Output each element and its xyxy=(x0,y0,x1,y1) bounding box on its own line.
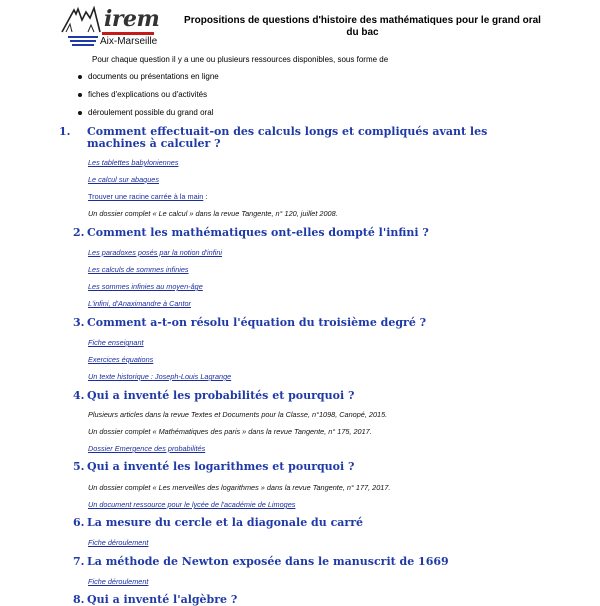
resource-types-list xyxy=(78,66,219,120)
list-item-label: fiches d'explications ou d'activités xyxy=(88,90,208,99)
irem-building-icon xyxy=(60,6,104,50)
question-heading xyxy=(73,556,523,568)
resource-item xyxy=(88,192,207,201)
resource-link[interactable]: Les sommes infinies au moyen-âge xyxy=(88,282,203,291)
question-text: Qui a inventé les probabilités et pourquoi ? xyxy=(87,389,355,402)
resource-link[interactable]: Un texte historique : Joseph-Louis Lagrange xyxy=(88,372,232,381)
irem-logo[interactable] xyxy=(60,6,160,50)
question-number: 5. xyxy=(73,460,85,473)
question-text: Comment effectuait-on des calculs longs et compliqués avant les machines à calculer ? xyxy=(87,125,488,150)
question-heading xyxy=(59,125,537,150)
question-text: La méthode de Newton exposée dans le manuscrit de 1669 xyxy=(87,555,449,568)
bullet-icon xyxy=(78,111,82,115)
question-heading xyxy=(73,517,523,529)
resource-text: Un dossier complet « Le calcul » dans la revue Tangente, n° 120, juillet 2008. xyxy=(88,209,338,218)
resource-link[interactable]: Exercices équations xyxy=(88,355,154,364)
list-item xyxy=(78,84,219,102)
page-title: Propositions de questions d'histoire des mathématiques pour le grand oral du bac xyxy=(184,15,541,38)
bullet-icon xyxy=(78,75,82,79)
question-heading xyxy=(73,594,523,606)
logo-wordmark: irem xyxy=(104,6,160,32)
question-number: 6. xyxy=(73,516,85,529)
bullet-icon xyxy=(78,93,82,97)
resource-link[interactable]: Le calcul sur abaques xyxy=(88,175,159,184)
question-heading xyxy=(73,390,523,402)
list-item-label: documents ou présentations en ligne xyxy=(88,72,219,81)
resource-link[interactable]: Un document ressource pour le lycée de l'académie de Limoges xyxy=(88,500,296,509)
logo-subtitle: Aix-Marseille xyxy=(100,36,158,47)
question-number: 7. xyxy=(73,555,85,568)
resource-text: Plusieurs articles dans la revue Textes et Documents pour la Classe, n°1098, Canopé, 2015. xyxy=(88,410,388,419)
question-heading xyxy=(73,227,523,239)
question-heading xyxy=(73,461,523,473)
resource-link[interactable]: Dossier Emergence des probabilités xyxy=(88,444,206,453)
question-number: 4. xyxy=(73,389,85,402)
question-number: 8. xyxy=(73,593,85,606)
question-number: 2. xyxy=(73,226,85,239)
question-text: Comment les mathématiques ont-elles dompté l'infini ? xyxy=(87,226,429,239)
question-number: 1. xyxy=(59,125,71,138)
resource-link[interactable]: Fiche déroulement xyxy=(88,577,149,586)
intro-text: Pour chaque question il y a une ou plusieurs ressources disponibles, sous forme de xyxy=(92,55,389,64)
resource-link[interactable]: L'infini, d'Anaximandre à Cantor xyxy=(88,299,191,308)
question-text: Qui a inventé l'algèbre ? xyxy=(87,593,238,606)
resource-link[interactable]: Les paradoxes posés par la notion d'infini xyxy=(88,248,223,257)
list-item-label: déroulement possible du grand oral xyxy=(88,108,214,117)
resource-suffix: : xyxy=(203,192,208,201)
question-heading xyxy=(73,317,523,329)
question-text: La mesure du cercle et la diagonale du carré xyxy=(87,516,363,529)
resource-text: Un dossier complet « Mathématiques des paris » dans la revue Tangente, n° 175, 2017. xyxy=(88,427,372,436)
question-text: Qui a inventé les logarithmes et pourquoi ? xyxy=(87,460,355,473)
list-item xyxy=(78,102,219,120)
page-header xyxy=(0,0,600,50)
list-item xyxy=(78,66,219,84)
logo-bar xyxy=(102,32,154,35)
resource-link[interactable]: Fiche déroulement xyxy=(88,538,149,547)
resource-text: Un dossier complet « Les merveilles des logarithmes » dans la revue Tangente, n° 177, 2017. xyxy=(88,483,391,492)
resource-link[interactable]: Les calculs de sommes infinies xyxy=(88,265,189,274)
question-text: Comment a-t-on résolu l'équation du troisième degré ? xyxy=(87,316,427,329)
resource-link[interactable]: Trouver une racine carrée à la main xyxy=(88,192,204,201)
resource-link[interactable]: Fiche enseignant xyxy=(88,338,144,347)
question-number: 3. xyxy=(73,316,85,329)
resource-link[interactable]: Les tablettes babyloniennes xyxy=(88,158,179,167)
